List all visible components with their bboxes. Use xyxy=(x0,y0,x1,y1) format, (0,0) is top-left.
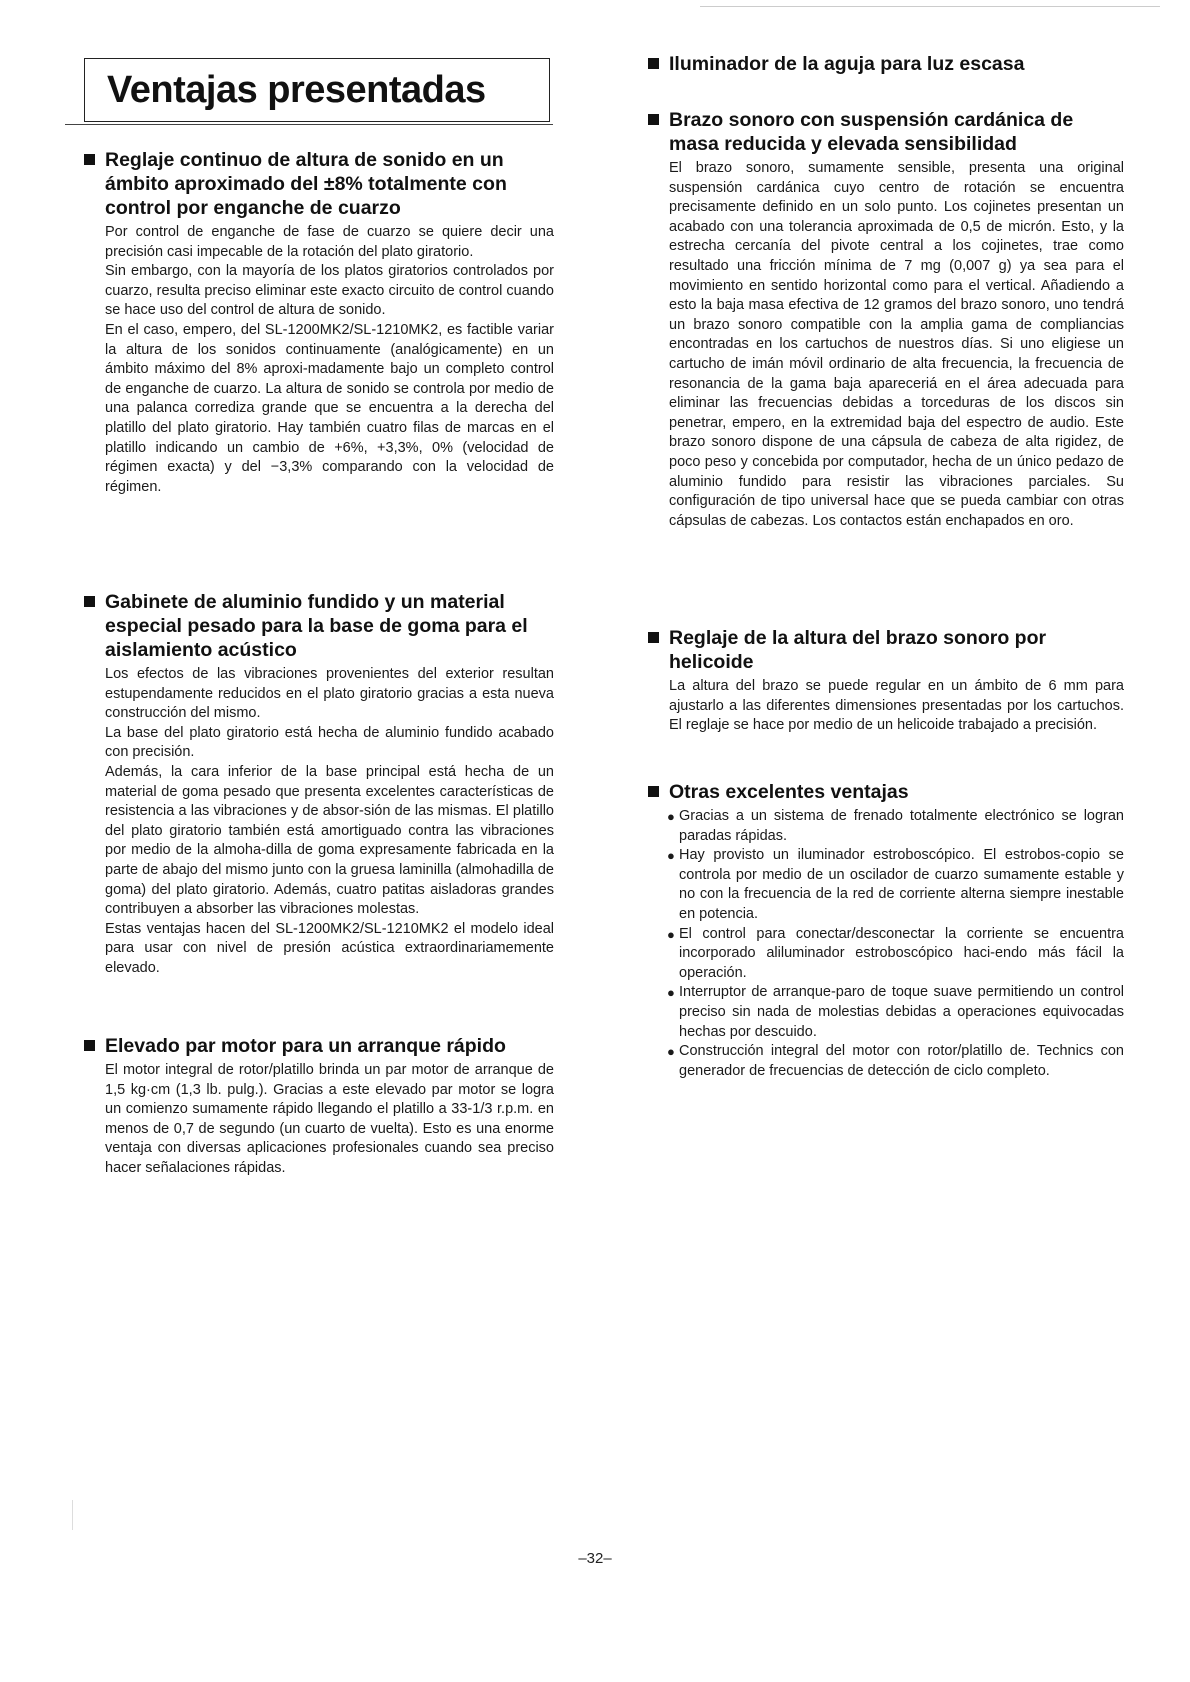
section-needle-illuminator xyxy=(648,52,1124,79)
section-arm-height xyxy=(648,626,1124,736)
section-heading: Brazo sonoro con suspensión cardánica de masa reducida y elevada sensibilidad xyxy=(648,108,1124,156)
paragraph: Los efectos de las vibraciones provenientes del exterior resultan estupendamente reducidos en el plato giratorio gracias a esta nueva construcción del mismo. xyxy=(105,666,554,722)
bullet-dot-icon: ● xyxy=(667,809,675,824)
paragraph: La altura del brazo se puede regular en un ámbito de 6 mm para ajustarlo a las diferentes dimensiones presentadas por los cartuchos. El reglaje se hace por medio de un helicoide trabajado a precisión. xyxy=(669,678,1124,734)
section-heading: Iluminador de la aguja para luz escasa xyxy=(648,52,1124,76)
scan-mark-top xyxy=(700,6,1160,7)
list-item: ● Gracias a un sistema de frenado totalmente electrónico se logran paradas rápidas. xyxy=(667,807,1124,846)
paragraph: El brazo sonoro, sumamente sensible, presenta una original suspensión cardánica cuyo centro de rotación se encuentra precisamente definido en un solo punto. Los cojinetes presentan un acabado con una tolerancia aproximada de 0,5 de micrón. Esto, y la estrecha cercanía del pivote central a los cojinetes, trae como resultado una fricción mínima de 7 mg (0,007 g) ya sea para el movimiento en sentido horizontal como para el vertical. Añadiendo a esto la baja masa efectiva de 12 gramos del brazo sonoro, uno tendrá un brazo sonoro compatible con la amplia gama de compliancias encontradas en los cartuchos de nuestros días. Si uno eligiese un cartucho de imán móvil ordinario de alta frecuencia, la frecuencia de resonancia de la gama baja apareceriá en el área adecuada para eliminar las frecuencias debidas a torceduras de los discos sin penetrar, empero, en la extremidad baja del espectro de audio. Este brazo sonoro dispone de una cápsula de cabeza de alta rigidez, de poco peso y concebida por computador, hecha de un único pedazo de aluminio fundido para resistir las vibraciones parciales. Su configuración de tipo universal hace que se pueda cambiar con otras cápsulas de cabezas. Los contactos están enchapados en oro. xyxy=(669,160,1124,529)
square-bullet-icon xyxy=(648,114,659,125)
section-tonearm xyxy=(648,108,1124,531)
square-bullet-icon xyxy=(648,786,659,797)
section-torque xyxy=(84,1034,554,1179)
page-number: –32– xyxy=(578,1550,612,1567)
paragraph: Además, la cara inferior de la base principal está hecha de un material de goma pesado que presenta excelentes características de resistencia a las vibraciones y de absor-sión de las mismas. El platillo del plato giratorio también está amortiguado contra las vibraciones por medio de la almoha-dilla de goma expresamente fabricada en la parte de abajo del mismo junto con la gruesa laminilla (almohadilla de goma) del plato giratorio. Además, cuatro patitas aisladoras grandes contribuyen a absorber las vibraciones molestas. xyxy=(105,763,554,918)
section-cabinet xyxy=(84,590,554,979)
scan-mark-left xyxy=(72,1500,73,1530)
paragraph: El motor integral de rotor/platillo brinda un par motor de arranque de 1,5 kg·cm (1,3 lb. pulg.). Gracias a este elevado par motor se logra un comienzo sumamente rápido llegando el platillo a 33-1/3 r.p.m. en menos de 0,7 de segundo (un cuarto de vuelta). Esto es una enorme ventaja con diversas aplicaciones profesionales cuando sea preciso hacer señalaciones rápidas. xyxy=(105,1062,554,1176)
bullet-dot-icon: ● xyxy=(667,1044,675,1060)
section-heading: Reglaje continuo de altura de sonido en un ámbito aproximado del ±8% totalmente con control por enganche de cuarzo xyxy=(84,148,554,220)
list-item: ● Construcción integral del motor con rotor/platillo de. Technics con generador de frecuencias de detección de ciclo completo. xyxy=(667,1042,1124,1081)
paragraph: En el caso, empero, del SL-1200MK2/SL-1210MK2, es factible variar la altura de los sonidos continuamente (analógicamente) en un ámbito máximo del 8% aproxi-madamente bajo un completo control de enganche de cuarzo. La altura de sonido se controla por medio de una palanca corrediza grande que se encuentra a la derecha del platillo del plato giratorio. Hay también cuatro filas de marcas en el platillo indicando un cambio de +6%, +3,3%, 0% (velocidad de régimen exacta) y del −3,3% comparando con la velocidad de régimen. xyxy=(105,321,554,495)
square-bullet-icon xyxy=(84,596,95,607)
bullet-dot-icon: ● xyxy=(667,848,675,864)
section-heading: Otras excelentes ventajas xyxy=(648,780,1124,804)
square-bullet-icon xyxy=(84,154,95,165)
title-underline xyxy=(65,124,553,125)
page-title: Ventajas presentadas xyxy=(84,58,550,122)
paragraph: La base del plato giratorio está hecha de aluminio fundido acabado con precisión. xyxy=(105,724,554,761)
square-bullet-icon xyxy=(84,1040,95,1051)
list-item: ● Interruptor de arranque-paro de toque suave permitiendo un control preciso sin nada de molestias debidas a operaciones equivocadas hechas por descuido. xyxy=(667,983,1124,1042)
section-heading: Elevado par motor para un arranque rápido xyxy=(84,1034,554,1058)
section-heading: Reglaje de la altura del brazo sonoro por helicoide xyxy=(648,626,1124,674)
bullet-dot-icon: ● xyxy=(667,926,675,942)
paragraph: Estas ventajas hacen del SL-1200MK2/SL-1210MK2 el modelo ideal para usar con nivel de presión acústica extraordinariamemente elevado. xyxy=(105,920,554,976)
bullet-dot-icon: ● xyxy=(667,985,675,1001)
square-bullet-icon xyxy=(648,58,659,69)
paragraph: Sin embargo, con la mayoría de los platos giratorios controlados por cuarzo, resulta preciso eliminar este exacto circuito de control cuando se hace uso del control de altura de sonido. xyxy=(105,263,554,319)
list-item: ● Hay provisto un iluminador estroboscópico. El estrobos-copio se controla por medio de un oscilador de cuarzo sumamente estable y no con la frecuencia de la red de corriente alterna siempre inestable en potencia. xyxy=(667,846,1124,924)
list-item: ● El control para conectar/desconectar la corriente se encuentra incorporado aliluminador estroboscópico haci-endo más fácil la operación. xyxy=(667,925,1124,984)
section-other-advantages xyxy=(648,780,1124,1081)
square-bullet-icon xyxy=(648,632,659,643)
section-pitch-control xyxy=(84,148,554,497)
paragraph: Por control de enganche de fase de cuarzo se quiere decir una precisión casi impecable de la rotación del plato giratorio. xyxy=(105,224,554,260)
section-heading: Gabinete de aluminio fundido y un material especial pesado para la base de goma para el aislamiento acústico xyxy=(84,590,554,662)
